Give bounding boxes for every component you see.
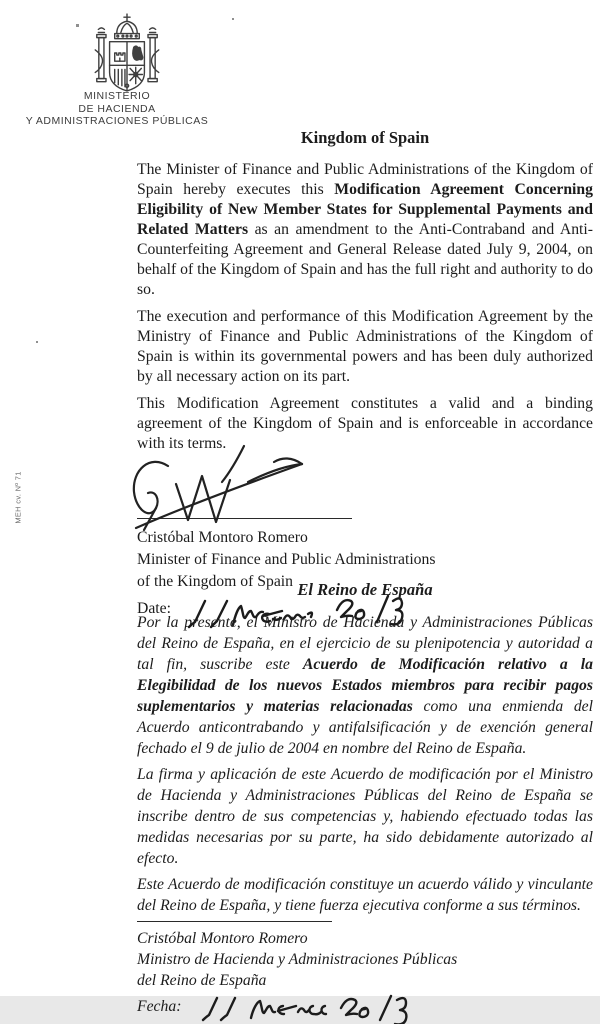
english-section — [137, 128, 593, 631]
signer-title: of the Kingdom of Spain — [137, 573, 293, 590]
signer-title: del Reino de España — [137, 972, 267, 989]
handwritten-date — [195, 994, 435, 1024]
scan-speck — [76, 24, 79, 27]
spanish-section — [137, 580, 593, 1024]
margin-reference-note: MEH cv. Nº 71 — [13, 471, 23, 524]
english-paragraph-3: This Modification Agreement constitutes a valid and a binding agreement of the Kingdom of Spain and is enforceable in accordance with its terms. — [137, 395, 593, 452]
signer-block-spanish — [137, 928, 593, 991]
ministry-wordmark — [2, 90, 232, 128]
signer-title: Ministro de Hacienda y Administraciones Públicas — [137, 951, 458, 968]
spanish-paragraph-2: La firma y aplicación de este Acuerdo de modificación por el Ministro de Hacienda y Administraciones Públicas del Reino de España se inscribe dentro de sus competencias y, habiendo efectuado todas las medidas necesarias por su parte, ha sido debidamente autorizado al efecto. — [137, 766, 593, 867]
signer-name: Cristóbal Montoro Romero — [137, 930, 308, 947]
signature-area-english — [137, 461, 593, 518]
signature-scrawl — [116, 444, 366, 536]
signer-name: Cristóbal Montoro Romero — [137, 529, 308, 546]
spanish-paragraph-3: Este Acuerdo de modificación constituye un acuerdo válido y vinculante del Reino de España, y tiene fuerza ejecutiva conforme a sus términos. — [137, 876, 593, 914]
scan-speck — [232, 18, 234, 20]
signer-title: Minister of Finance and Public Administrations — [137, 551, 436, 568]
ministry-line: Y ADMINISTRACIONES PÚBLICAS — [25, 115, 209, 127]
date-row-spanish — [137, 998, 593, 1024]
english-paragraph-1: The Minister of Finance and Public Administrations of the Kingdom of Spain hereby executes this Modification Agreement Concerning Eligibility of New Member States for Supplemental Payments and Related Matters as an amendment to the Anti-Contraband and Anti-Counterfeiting Agreement and General Release dated July 9, 2004, on behalf of the Kingdom of Spain and has the full right and authority to do so. — [137, 161, 593, 298]
spain-coat-of-arms-icon — [93, 11, 161, 95]
signature-line — [137, 921, 332, 922]
english-paragraph-2: The execution and performance of this Modification Agreement by the Ministry of Finance and Public Administrations of the Kingdom of Spain is within its governmental powers and has been duly authorized by all necessary action on its part. — [137, 308, 593, 385]
ministry-line: DE HACIENDA — [78, 102, 156, 115]
spanish-paragraph-1: Por la presente, el Ministro de Hacienda y Administraciones Públicas del Reino de España, en el ejercicio de su plenipotencia y autoridad a tal fin, suscribe este Acuerdo de Modificación relativo a la Elegibilidad de los nuevos Estados miembros para recibir pagos suplementarios y materias relacionadas como una enmienda del Acuerdo anticontrabando y antifalsificación y de exención general fechado el 9 de julio de 2004 en nombre del Reino de España. — [137, 614, 593, 757]
date-label: Fecha: — [137, 998, 182, 1015]
scan-speck — [36, 341, 38, 343]
date-label: Date: — [137, 600, 171, 617]
ministry-line: MINISTERIO — [83, 90, 151, 102]
english-title: Kingdom of Spain — [300, 128, 430, 147]
spanish-title: El Reino de España — [297, 580, 433, 599]
